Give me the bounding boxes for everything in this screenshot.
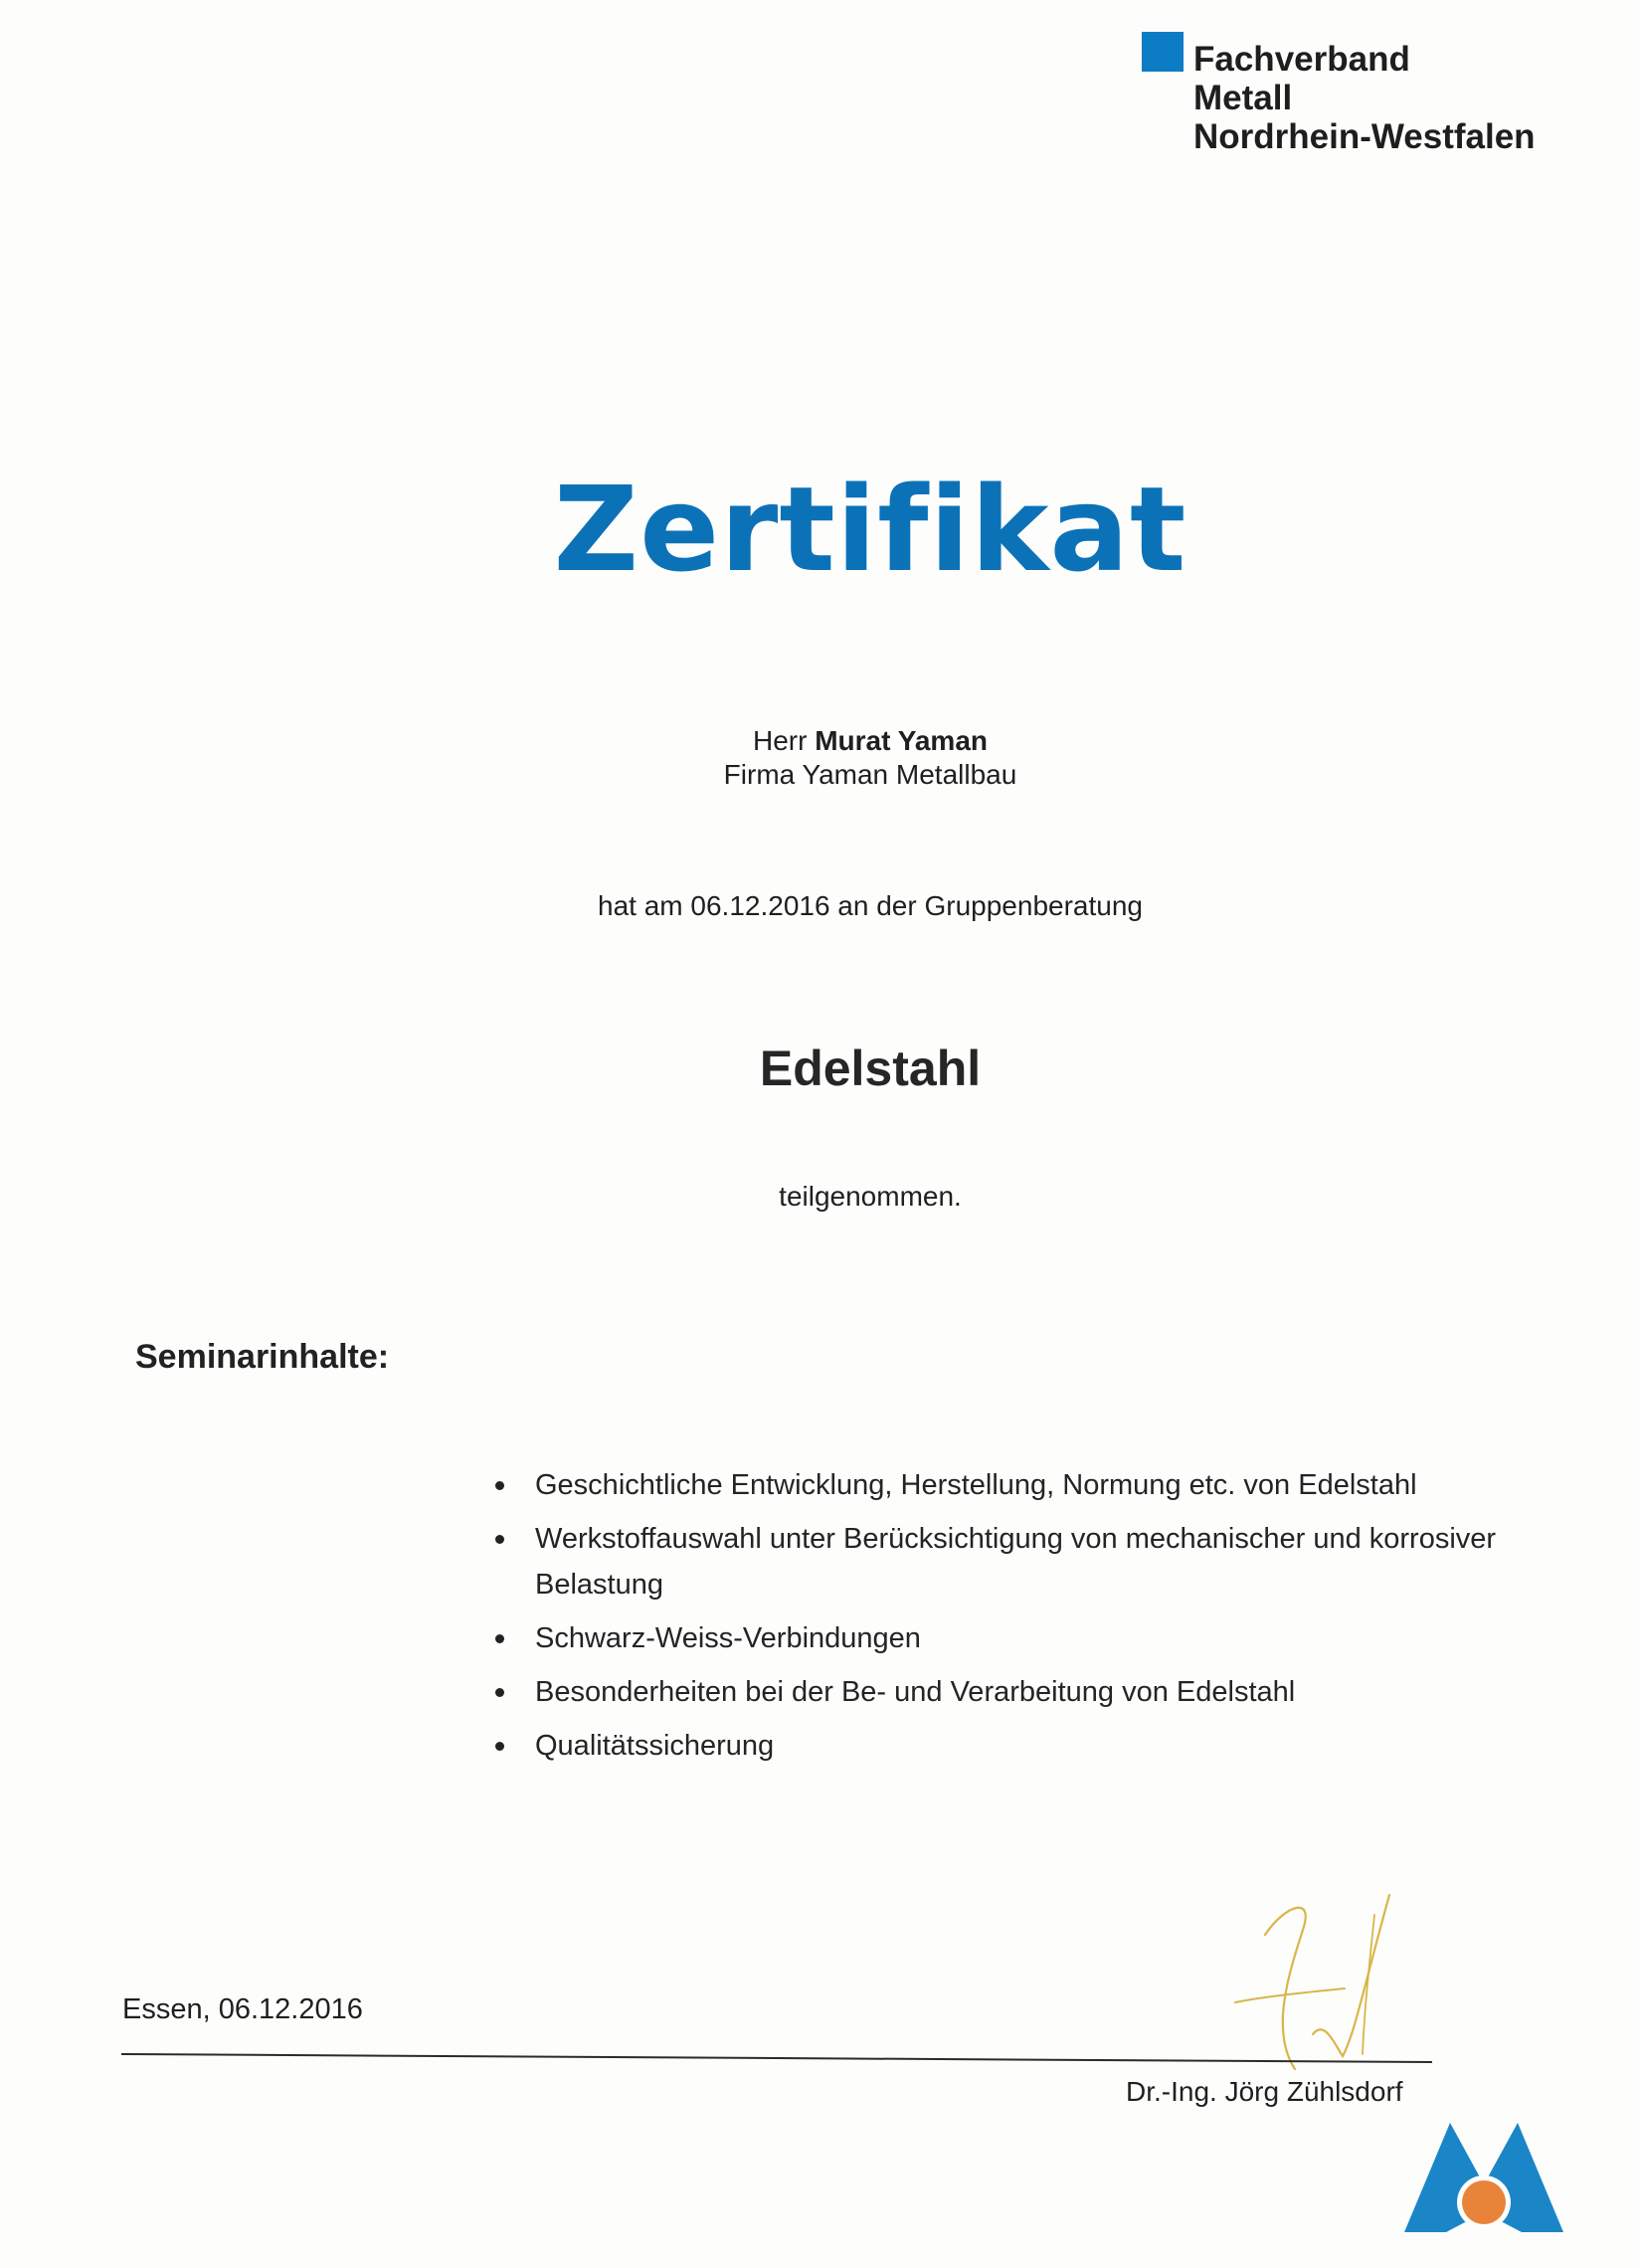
org-line-2: Metall [1193, 79, 1293, 117]
list-item: Geschichtliche Entwicklung, Herstellung, Normung etc. von Edelstahl [491, 1462, 1526, 1508]
seminar-contents-heading: Seminarinhalte: [135, 1338, 390, 1376]
seminar-contents-list [491, 1462, 1526, 1777]
list-item: Qualitätssicherung [491, 1723, 1526, 1769]
org-line-3: Nordrhein-Westfalen [1193, 117, 1536, 156]
certificate-title: Zertifikat [553, 461, 1187, 598]
organization-name [1193, 40, 1536, 156]
list-item: Schwarz-Weiss-Verbindungen [491, 1615, 1526, 1661]
participation-closing: teilgenommen. [779, 1181, 962, 1212]
place-and-date: Essen, 06.12.2016 [122, 1993, 363, 2025]
fachverband-m-logo-icon [1404, 2123, 1563, 2234]
participation-text: hat am 06.12.2016 an der Gruppenberatung [598, 890, 1143, 921]
signatory-name: Dr.-Ing. Jörg Zühlsdorf [1126, 2076, 1403, 2107]
org-line-1: Fachverband [1193, 40, 1410, 79]
list-item: Werkstoffauswahl unter Berücksichtigung von mechanischer und korrosiver Belastung [491, 1516, 1526, 1607]
list-item: Besonderheiten bei der Be- und Verarbeitung von Edelstahl [491, 1669, 1526, 1715]
recipient-name: Murat Yaman [815, 725, 988, 756]
handwritten-signature-icon [1225, 1885, 1404, 2074]
company-name: Firma Yaman Metallbau [723, 759, 1017, 790]
seminar-topic: Edelstahl [759, 1040, 982, 1096]
salutation: Herr [752, 725, 808, 756]
org-square-icon [1142, 32, 1184, 72]
recipient-line [0, 724, 1641, 758]
